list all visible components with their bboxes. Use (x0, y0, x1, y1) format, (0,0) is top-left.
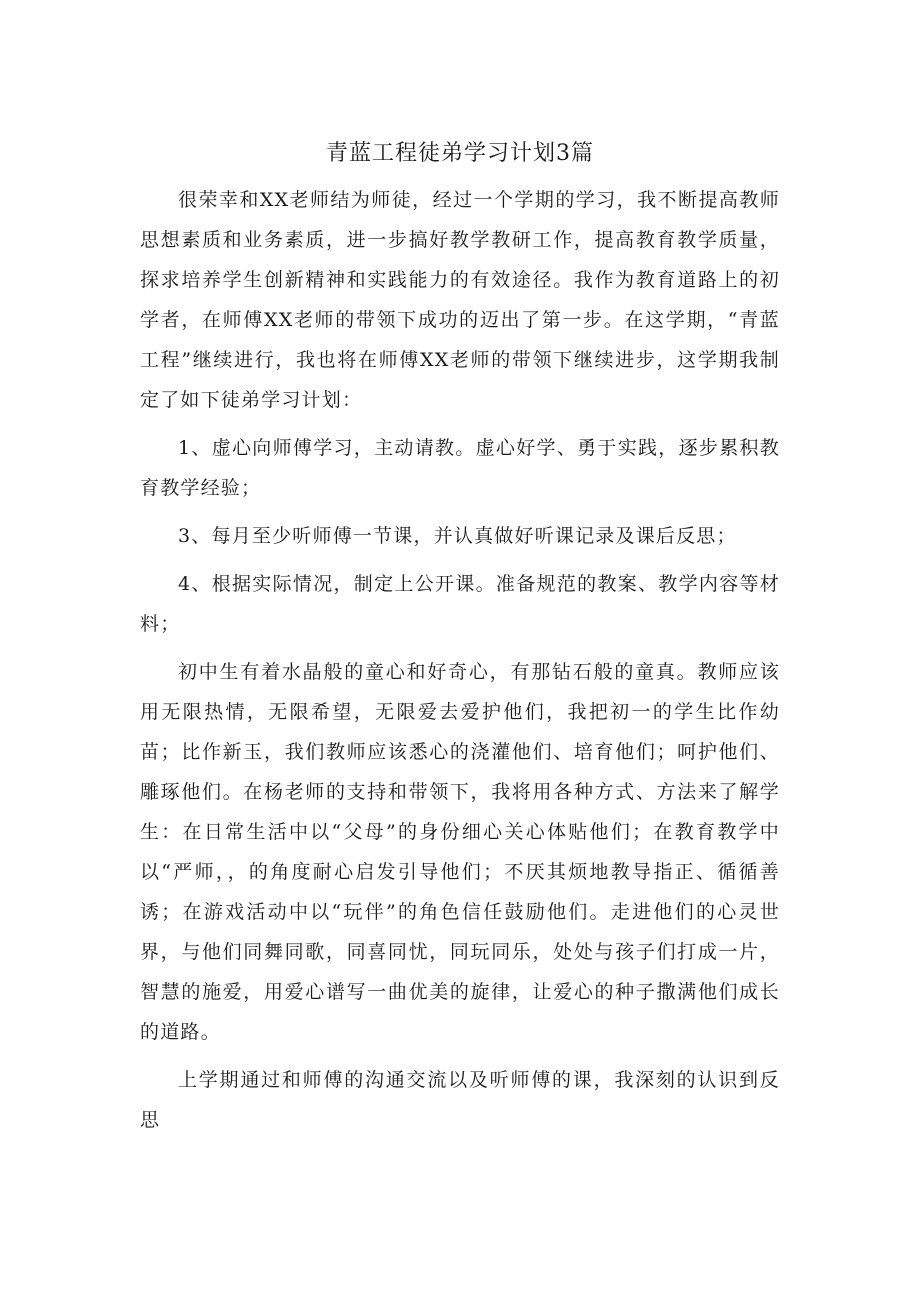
paragraph-students: 初中生有着水晶般的童心和好奇心，有那钻石般的童真。教师应该用无限热情，无限希望，无限爱去爱护他们，我把初一的学生比作幼苗；比作新玉，我们教师应该悉心的浇灌他们、培育他们；呵护他们、雕琢他们。在杨老师的支持和带领下，我将用各种方式、方法来了解学生：在日常生活中以“父母”的身份细心关心体贴他们；在教育教学中以“严师，，的角度耐心启发引导他们；不厌其烦地教导指正、循循善诱；在游戏活动中以“玩伴”的角色信任鼓励他们。走进他们的心灵世界，与他们同舞同歌，同喜同忧，同玩同乐，处处与孩子们打成一片，智慧的施爱，用爱心谱写一曲优美的旋律，让爱心的种子撒满他们成长的道路。 (140, 661, 780, 1043)
document-title: 青蓝工程徒弟学习计划3篇 (326, 141, 594, 166)
paragraph-item-3: 3、每月至少听师傅一节课，并认真做好听课记录及课后反思； (178, 525, 737, 547)
paragraph-item-1: 1、虚心向师傅学习，主动请教。虚心好学、勇于实践，逐步累积教育教学经验； (140, 437, 780, 499)
paragraph-reflection: 上学期通过和师傅的沟通交流以及听师傅的课，我深刻的认识到反思 (140, 1069, 780, 1131)
paragraph-intro: 很荣幸和XX老师结为师徒，经过一个学期的学习，我不断提高教师思想素质和业务素质，进一步搞好教学教研工作，提高教育教学质量，探求培养学生创新精神和实践能力的有效途径。我作为教育道路上的初学者，在师傅XX老师的带领下成功的迈出了第一步。在这学期，“青蓝工程”继续进行，我也将在师傅XX老师的带领下继续进步，这学期我制定了如下徒弟学习计划： (140, 189, 780, 411)
paragraph-item-4: 4、根据实际情况，制定上公开课。准备规范的教案、教学内容等材料； (140, 573, 780, 635)
document-body (140, 180, 780, 1148)
